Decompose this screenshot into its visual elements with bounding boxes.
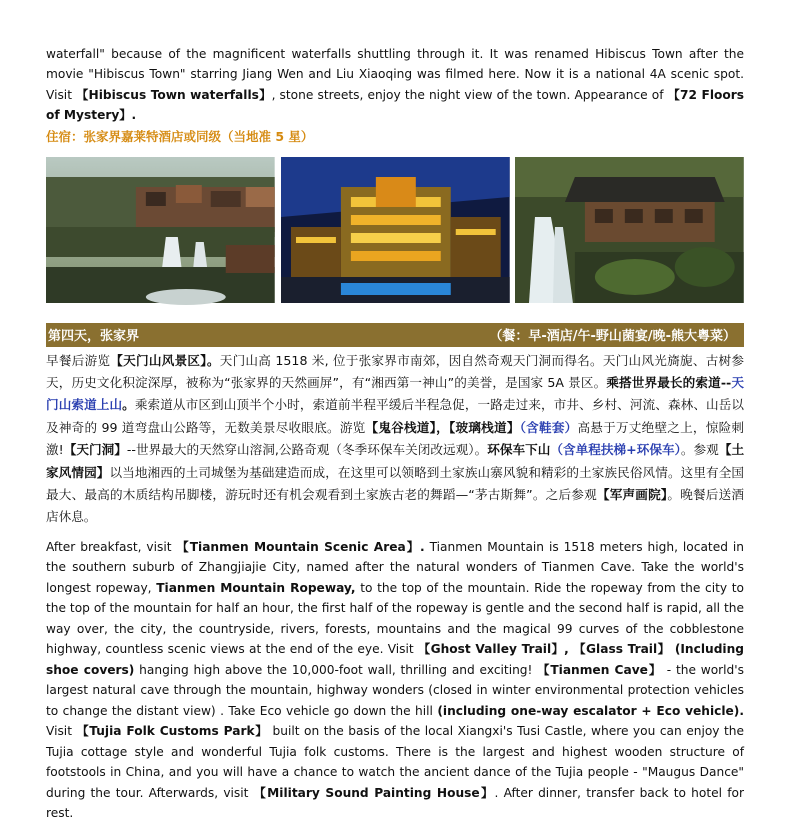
day4-chinese-paragraph	[46, 350, 744, 529]
intro-paragraph	[46, 44, 744, 126]
eco-vehicle-down-cn: 环保车下山	[487, 442, 551, 458]
day4-english-paragraph	[46, 537, 744, 824]
72-floors-night-photo	[281, 157, 510, 303]
longest-ropeway-cn: 乘搭世界最长的索道--	[606, 375, 732, 391]
seventy-two-floors-highlight: 【72 Floors of Mystery】	[46, 87, 745, 123]
en-text-4: hanging high above the 10,000-foot wall, thrilling and exciting!	[134, 662, 538, 677]
day4-title: 第四天，张家界	[48, 329, 140, 345]
day4-header-bar	[46, 323, 744, 347]
en-text-2: Tianmen Mountain is 1518 meters high, located in the southern suburb of Zhangjiajie City, named after the natural wonders of Tianmen Cave. Take the world's longest ropeway,	[46, 539, 744, 595]
photo-strip	[46, 157, 744, 303]
day4-meals: （餐：早-酒店/午-野山菌宴/晚-熊大粤菜）	[489, 329, 736, 345]
intro-text: waterfall" because of the magnificent waterfalls shuttling through it. It was renamed Hibiscus Town after the movie "Hibiscus Town" starring Jiang Wen and Liu Xiaoqing was filmed here. Now it is a national 4A scenic spot. Visit	[46, 47, 744, 102]
en-text-7: built on the basis of the local Xiangxi's Tusi Castle, where you can enjoy the Tujia cottage style and wonderful Tujia folk customs. There is the largest and highest wooden structure of footstools in China, and you will have a chance to watch the ancient dance of the Tujia people - "Maugus Dance" during the tour. Afterwards, visit	[46, 724, 744, 800]
cn-text-6: 。参观	[680, 442, 719, 458]
tianmen-scenic-area-cn: 【天门山风景区】。	[110, 352, 220, 368]
tianmen-ropeway-en: Tianmen Mountain Ropeway,	[156, 580, 356, 595]
cn-period: 。	[122, 397, 135, 413]
village-waterfall-photo	[515, 157, 744, 303]
hibiscus-waterfalls-highlight: 【Hibiscus Town waterfalls】	[76, 87, 272, 102]
en-text-5: - the world's largest natural cave through the mountain, highway wonders (closed in winter environmental protection vehicles to change the distant view) . Take Eco vehicle go down the hill	[46, 662, 744, 718]
tujia-park-cn: 【土家风情园】	[46, 442, 745, 480]
military-painting-en: 【Military Sound Painting House】	[253, 785, 495, 800]
en-text-3: to the top of the mountain. Ride the ropeway from the city to the top of the mountain for half an hour, the first half of the ropeway is gentle and the second half is rapid, all the way over, the city, the countryside, rivers, forests, mountains and the magical 99 curves of the cobblestone highway, countless scenic views at the end of the eye. Visit	[46, 580, 744, 657]
tianmen-cave-cn: 【天门洞】	[63, 442, 127, 458]
en-text-6: Visit	[46, 724, 77, 739]
en-text-1: After breakfast, visit	[46, 539, 177, 554]
escalator-eco-cn: （含单程扶梯+环保车）	[550, 442, 681, 458]
ghost-glass-trail-cn: 【鬼谷栈道】，【玻璃栈道】	[365, 419, 520, 435]
cn-text-8: 。晚餐后送酒店休息。	[46, 487, 745, 525]
cn-text-4: 高悬于万丈绝壁之上，惊险刺激!	[46, 419, 744, 458]
tujia-park-en: 【Tujia Folk Customs Park】	[76, 724, 269, 739]
ghost-glass-trail-en: 【Ghost Valley Trail】, 【Glass Trail】 (Including shoe covers)	[46, 642, 744, 677]
tianmen-scenic-area-en: 【Tianmen Mountain Scenic Area】.	[176, 539, 425, 554]
intro-text-2: , stone streets, enjoy the night view of the town. Appearance of	[271, 87, 668, 102]
page-content	[46, 44, 744, 824]
intro-text-3: .	[131, 108, 137, 123]
cn-text-5: --世界最大的天然穿山溶洞,公路奇观（冬季环保车关闭改远观）。	[126, 442, 488, 458]
cn-text-2: 天门山高 1518 米, 位于张家界市南郊，因自然奇观天门洞而得名。天门山风光旖旎、古树参天，历史文化积淀深厚，被称为“张家界的天然画屏”，有“湘西第一神山”的美誉，是国家 5A 景区。	[46, 352, 745, 391]
cn-text-7: 以当地湘西的土司城堡为基础建造而成，在这里可以领略到土家族山寨风貌和精彩的土家族民俗风情。这里有全国最大、最高的木质结构吊脚楼，游玩时还有机会观看到土家族古老的舞蹈—“茅古斯舞”。之后参观	[46, 464, 745, 503]
escalator-eco-en: (including one-way escalator + Eco vehicle).	[437, 703, 745, 718]
cn-text-1: 早餐后游览	[46, 352, 111, 368]
hibiscus-town-waterfall-photo	[46, 157, 275, 303]
cn-text-3: 乘索道从市区到山顶半个小时，索道前半程平缓后半程急促，一路走过来，市井、乡村、河流、森林、山岳以及神奇的 99 道弯盘山公路等，无数美景尽收眼底。游览	[46, 397, 745, 435]
tianmen-ropeway-cn: 天门山索道上山	[46, 375, 745, 413]
en-text-8: . After dinner, transfer back to hotel for rest.	[46, 785, 744, 821]
accommodation-line: 住宿：张家界嘉莱特酒店或同级（当地准 5 星）	[46, 128, 314, 144]
shoe-covers-cn: （含鞋套）	[519, 419, 578, 435]
tianmen-cave-en: 【Tianmen Cave】	[537, 662, 662, 677]
military-painting-cn: 【军声画院】	[596, 487, 668, 503]
